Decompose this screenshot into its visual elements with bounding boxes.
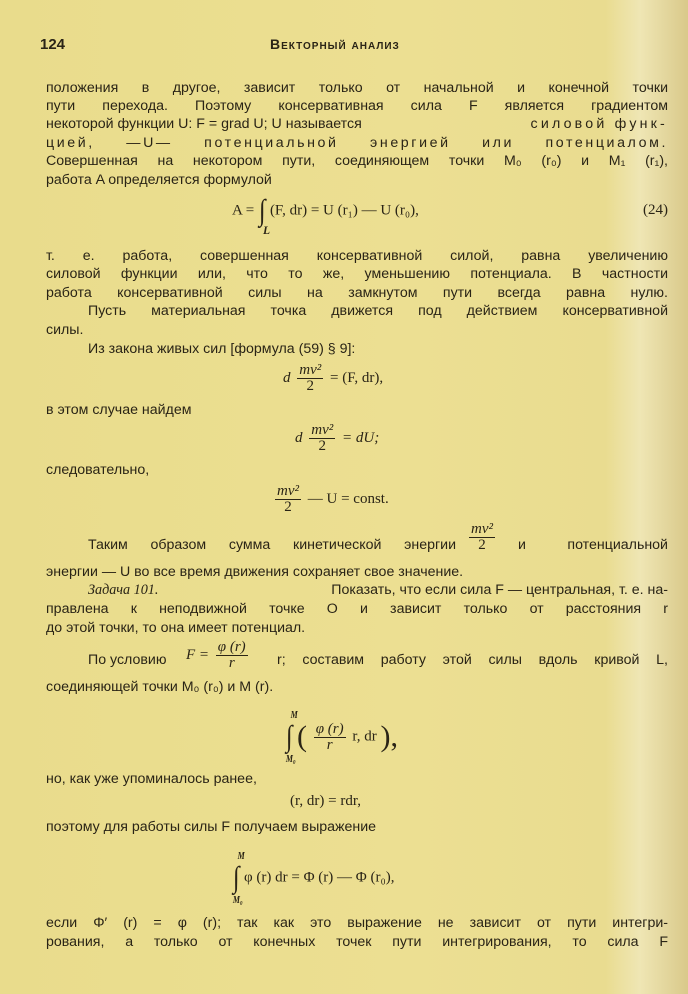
text-line: работа консервативной силы на замкнутом пути всегда равна нулю.	[46, 285, 668, 301]
formula-24	[232, 194, 419, 237]
text-line: Из закона живых сил [формула (59) § 9]:	[88, 341, 356, 357]
fraction	[469, 522, 495, 553]
denominator: r	[326, 736, 333, 753]
text-line: силовой функции или, что то же, уменьшению потенциала. В частности	[46, 266, 668, 282]
text-line: и потенциальной	[518, 537, 668, 553]
formula-body: φ (r) dr = Φ (r) — Φ (r₀),	[243, 869, 395, 886]
formula-lhs: F =	[186, 646, 210, 663]
fraction	[309, 423, 335, 454]
text-line: Пусть материальная точка движется под действием консервативной	[88, 303, 668, 319]
text-line: пути перехода. Поэтому консервативная сила F является градиентом	[46, 98, 668, 114]
formula-d: d	[295, 429, 303, 446]
denominator: r	[228, 655, 235, 671]
text-line: r; составим работу этой силы вдоль кривой L,	[277, 652, 668, 668]
text-line: поэтому для работы силы F получаем выражение	[46, 819, 377, 835]
text-line: положения в другое, зависит только от начальной и конечной точки	[46, 80, 668, 96]
text-line: в этом случае найдем	[46, 402, 192, 418]
text-segment: Показать, что если сила F — центральная, т. е. на-	[331, 582, 668, 598]
numerator: mv²	[299, 362, 322, 378]
integral-lower-limit: M₀	[285, 754, 296, 765]
formula-rhs: — U = const.	[307, 490, 389, 507]
fraction	[297, 363, 323, 394]
denominator: 2	[306, 378, 314, 394]
integral-sign: ∫ L	[258, 194, 271, 237]
text-line: По условию	[88, 652, 167, 668]
text-line: если Φ′ (r) = φ (r); так как это выражение не зависит от пути интегри-	[46, 915, 668, 931]
text-line: соединяющей точки M₀ (r₀) и M (r).	[46, 679, 274, 695]
fraction	[216, 640, 248, 671]
text-line: правлена к неподвижной точке O и зависит только от расстояния r	[46, 601, 668, 617]
formula-const	[272, 484, 389, 515]
formula-d: d	[283, 369, 291, 386]
paren-open: (	[296, 720, 307, 753]
formula-kinetic	[466, 522, 498, 553]
integral-lower-limit: L	[263, 223, 271, 237]
formula-rhs: = (F, dr),	[330, 369, 384, 386]
formula-rest: r, dr	[352, 728, 377, 745]
integral-upper-limit: M	[237, 851, 245, 862]
fraction	[275, 484, 301, 515]
denominator: 2	[284, 499, 292, 515]
equation-number: (24)	[643, 202, 668, 218]
integral-sign: ∫ M M₀	[232, 851, 245, 906]
denominator: 2	[318, 438, 326, 454]
running-title: Векторный анализ	[270, 36, 400, 52]
formula-force	[186, 640, 251, 671]
text-line: Совершенная на некотором пути, соединяющем точки M₀ (r₀) и M₁ (r₁),	[46, 153, 668, 169]
text-line: работа A определяется формулой	[46, 172, 272, 188]
spaced-term: силовой функ-	[530, 116, 668, 132]
text-line: силы.	[46, 322, 84, 338]
numerator: mv²	[277, 483, 299, 499]
formula-lhs: A =	[232, 202, 255, 219]
fraction	[314, 722, 346, 753]
text-line: но, как уже упоминалось ранее,	[46, 771, 257, 787]
integral-sign: ∫ M M₀	[285, 710, 298, 765]
formula-integral-1	[285, 710, 398, 765]
text-line: цией, —U— потенциальной энергией или потенциалом.	[46, 135, 668, 151]
text-line: энергии — U во все время движения сохраняет свое значение.	[46, 564, 464, 580]
problem-label: Задача 101.	[88, 582, 159, 598]
text-segment: некоторой функции U: F = grad U; U называется	[46, 116, 362, 132]
integral-upper-limit: M	[290, 710, 298, 721]
text-line: рования, а только от конечных точек пути интегрирования, то сила F	[46, 934, 668, 950]
text-line: т. е. работа, совершенная консервативной силой, равна увеличению	[46, 248, 668, 264]
numerator: φ (r)	[315, 720, 344, 737]
numerator: φ (r)	[217, 639, 246, 655]
text-line	[46, 115, 668, 133]
formula-rdr: (r, dr) = rdr,	[290, 793, 361, 809]
denominator: 2	[478, 537, 486, 553]
formula-live-forces	[283, 363, 383, 394]
formula-rhs: = dU;	[342, 429, 380, 446]
text-line: следовательно,	[46, 462, 150, 478]
formula-integral-2	[232, 851, 395, 906]
text-line: Таким образом сумма кинетической энергии	[88, 537, 456, 553]
integral-lower-limit: M₀	[232, 895, 243, 906]
numerator: mv²	[471, 521, 493, 537]
paren-close: ),	[380, 720, 398, 753]
text-line	[88, 581, 668, 599]
text-line: до этой точки, то она имеет потенциал.	[46, 620, 306, 636]
page-number: 124	[40, 36, 66, 53]
formula-body: (F, dr) = U (r₁) — U (r₀),	[269, 202, 419, 219]
formula-du	[295, 423, 379, 454]
numerator: mv²	[311, 422, 334, 438]
